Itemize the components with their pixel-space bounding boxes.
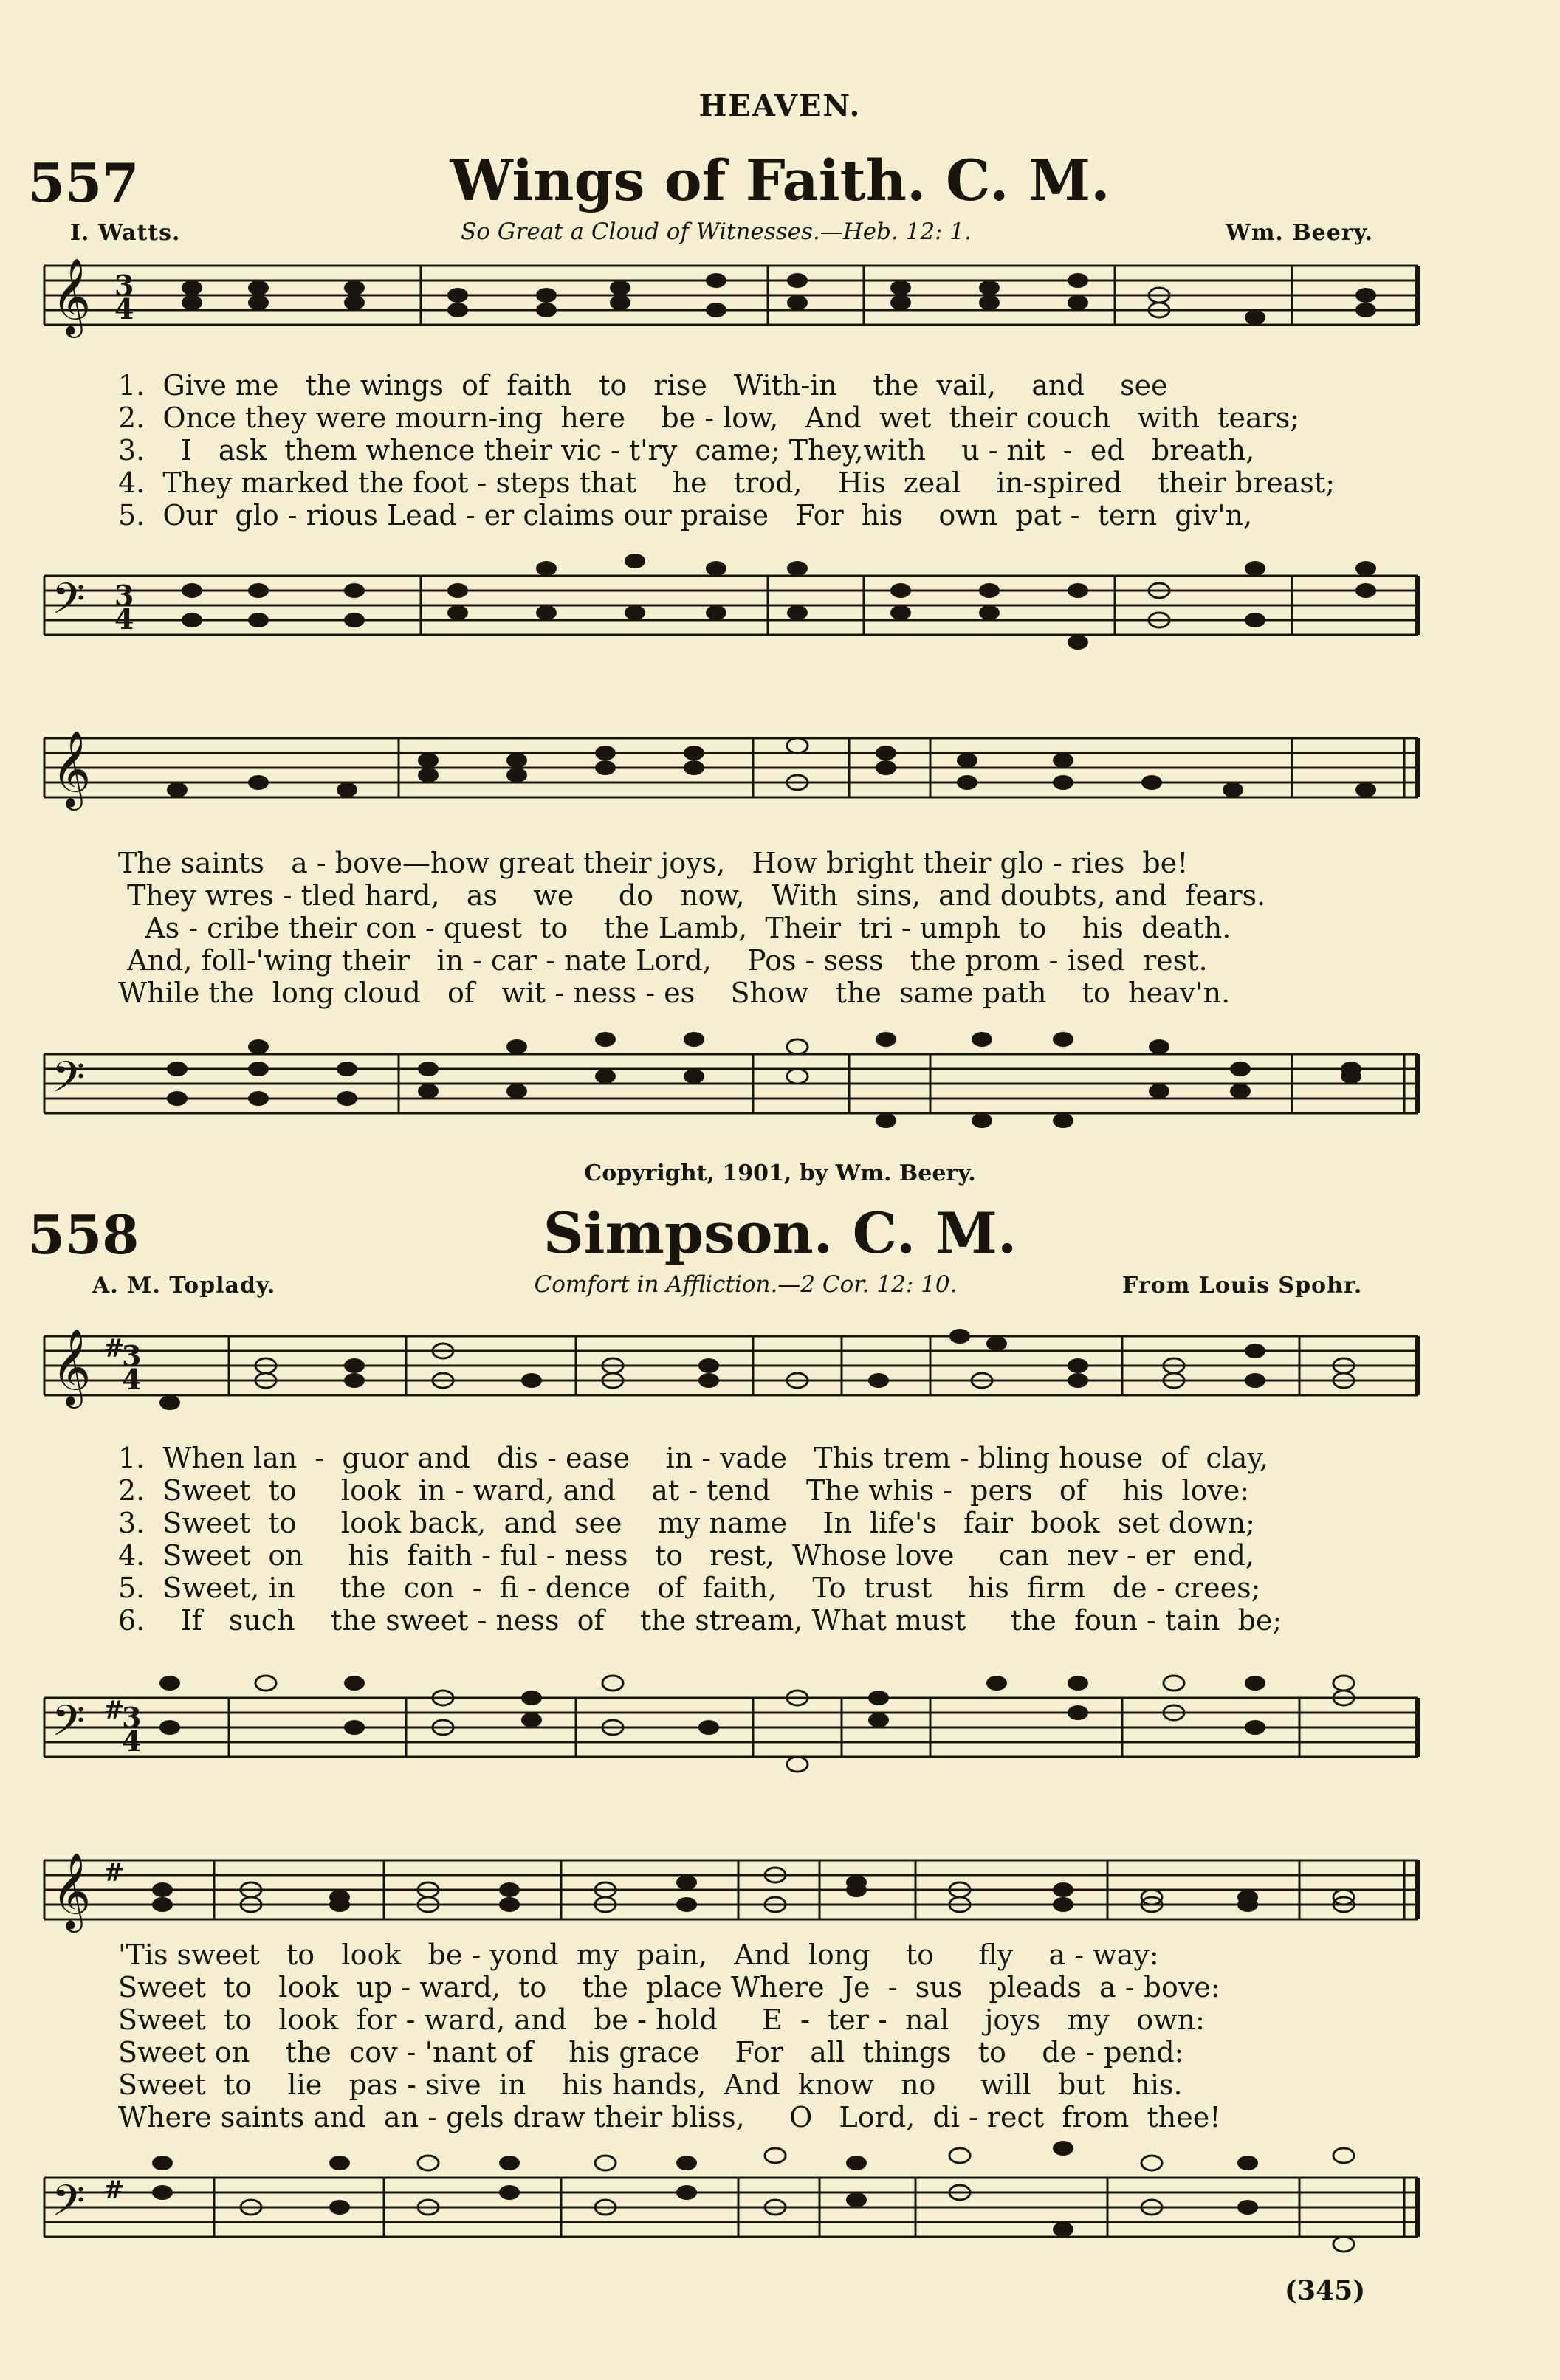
hymn-composer-558: From Louis Spohr. xyxy=(1122,1273,1363,1299)
svg-text:𝄢: 𝄢 xyxy=(52,574,86,634)
lyrics-557-a-verse1: 1. Give me the wings of faith to rise With-in the vail, and see xyxy=(118,369,1168,402)
lyrics-557-a-verse4: 4. They marked the foot - steps that he trod, His zeal in-spired their breast; xyxy=(118,467,1335,499)
svg-text:4: 4 xyxy=(122,1363,142,1396)
treble-staff-558-system1 xyxy=(30,1329,1432,1417)
hymn-composer-557: Wm. Beery. xyxy=(1226,220,1374,246)
lyrics-557-b-verse4: And, foll-'wing their in - car - nate Lord, Pos - sess the prom - ised rest. xyxy=(118,944,1208,977)
hymn-author-557: I. Watts. xyxy=(70,220,181,246)
lyrics-558-b-verse5: Sweet to lie pas - sive in his hands, And know no will but his. xyxy=(118,2068,1183,2101)
hymn-subtitle-557: So Great a Cloud of Witnesses.—Heb. 12: 1. xyxy=(461,219,972,245)
hymn-title-557: Wings of Faith. C. M. xyxy=(450,148,1110,213)
lyrics-558-a-verse2: 2. Sweet to look in - ward, and at - tend The whis - pers of his love: xyxy=(118,1474,1250,1507)
lyrics-558-b-verse3: Sweet to look for - ward, and be - hold E - ter - nal joys my own: xyxy=(118,2004,1205,2036)
copyright-557: Copyright, 1901, by Wm. Beery. xyxy=(584,1160,976,1186)
svg-text:4: 4 xyxy=(114,292,134,326)
lyrics-558-b-verse6: Where saints and an - gels draw their bliss, O Lord, di - rect from thee! xyxy=(118,2101,1221,2133)
page-number: (345) xyxy=(1285,2275,1366,2306)
lyrics-558-b-verse2: Sweet to look up - ward, to the place Where Je - sus pleads a - bove: xyxy=(118,1971,1220,2004)
svg-text:𝄞: 𝄞 xyxy=(52,1852,92,1930)
svg-text:#: # xyxy=(103,2176,125,2205)
svg-text:3: 3 xyxy=(114,269,134,302)
hymn-author-558: A. M. Toplady. xyxy=(92,1273,276,1299)
lyrics-558-b-verse4: Sweet on the cov - 'nant of his grace For all things to de - pend: xyxy=(118,2036,1184,2068)
lyrics-557-b-verse2: They wres - tled hard, as we do now, With sins, and doubts, and fears. xyxy=(118,879,1266,912)
svg-text:#: # xyxy=(103,1696,125,1725)
lyrics-558-a-verse5: 5. Sweet, in the con - fi - dence of faith, To trust his firm de - crees; xyxy=(118,1572,1261,1604)
hymn-number-557: 557 xyxy=(28,151,140,214)
bass-staff-558-system1 xyxy=(30,1691,1432,1779)
lyrics-558-a-verse3: 3. Sweet to look back, and see my name In life's fair book set down; xyxy=(118,1507,1255,1539)
lyrics-557-a-verse2: 2. Once they were mourn-ing here be - low, And wet their couch with tears; xyxy=(118,402,1300,434)
lyrics-558-a-verse1: 1. When lan - guor and dis - ease in - vade This trem - bling house of clay, xyxy=(118,1442,1268,1474)
treble-staff-557-system1 xyxy=(30,258,1432,347)
lyrics-558-a-verse6: 6. If such the sweet - ness of the stream, What must the foun - tain be; xyxy=(118,1604,1282,1637)
lyrics-558-b-verse1: 'Tis sweet to look be - yond my pain, And long to fly a - way: xyxy=(118,1939,1159,1971)
bass-staff-557-system2 xyxy=(30,1047,1432,1135)
svg-text:𝄢: 𝄢 xyxy=(52,1052,86,1112)
hymn-title-558: Simpson. C. M. xyxy=(543,1200,1017,1266)
svg-text:𝄢: 𝄢 xyxy=(52,2176,86,2236)
svg-text:3: 3 xyxy=(122,1701,142,1734)
treble-staff-558-system2 xyxy=(30,1853,1432,1942)
section-heading: HEAVEN. xyxy=(698,89,862,123)
lyrics-557-b-verse3: As - cribe their con - quest to the Lamb, Their tri - umph to his death. xyxy=(118,912,1231,944)
hymn-subtitle-558: Comfort in Affliction.—2 Cor. 12: 10. xyxy=(534,1271,958,1298)
svg-text:𝄞: 𝄞 xyxy=(52,730,92,808)
hymn-number-558: 558 xyxy=(28,1203,140,1266)
svg-text:3: 3 xyxy=(114,579,134,612)
svg-text:4: 4 xyxy=(114,602,134,636)
svg-text:#: # xyxy=(103,1334,125,1363)
lyrics-557-a-verse3: 3. I ask them whence their vic - t'ry came; They,with u - nit - ed breath, xyxy=(118,434,1255,467)
bass-staff-557-system1 xyxy=(30,568,1432,657)
lyrics-557-a-verse5: 5. Our glo - rious Lead - er claims our praise For his own pat - tern giv'n, xyxy=(118,499,1253,532)
svg-text:4: 4 xyxy=(122,1724,142,1758)
svg-text:𝄞: 𝄞 xyxy=(52,1328,92,1406)
treble-staff-557-system2 xyxy=(30,731,1432,819)
svg-text:𝄢: 𝄢 xyxy=(52,1696,86,1756)
svg-text:𝄞: 𝄞 xyxy=(52,258,92,335)
bass-staff-558-system2 xyxy=(30,2170,1432,2259)
lyrics-557-b-verse5: While the long cloud of wit - ness - es Show the same path to heav'n. xyxy=(118,977,1231,1009)
svg-text:#: # xyxy=(103,1858,125,1888)
lyrics-558-a-verse4: 4. Sweet on his faith - ful - ness to rest, Whose love can nev - er end, xyxy=(118,1539,1254,1572)
svg-text:3: 3 xyxy=(122,1339,142,1372)
lyrics-557-b-verse1: The saints a - bove—how great their joys, How bright their glo - ries be! xyxy=(118,847,1189,879)
